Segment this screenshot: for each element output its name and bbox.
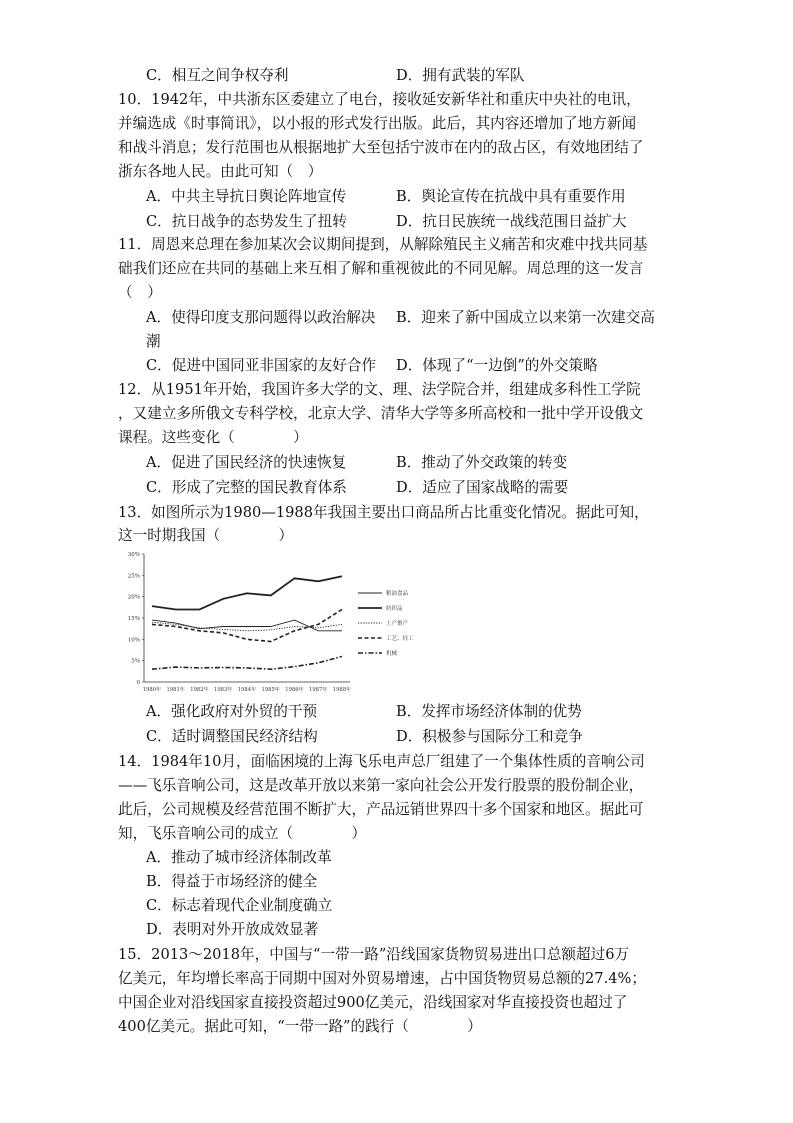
x-tick-label: 1983年 bbox=[214, 687, 233, 693]
export-share-line-chart bbox=[118, 548, 423, 696]
legend-label: 机械 bbox=[386, 651, 398, 657]
legend-label: 纺织品 bbox=[386, 606, 403, 612]
q10-stem-line-3: 和战斗消息；发行范围也从根据地扩大至包括宁波市在内的敌占区，有效地团结了 bbox=[118, 139, 644, 156]
q13-option-c: C．适时调整国民经济结构 bbox=[146, 728, 318, 745]
q11-option-d: D．体现了“一边倒”的外交策略 bbox=[396, 357, 598, 374]
q11-stem-line-2: 础我们还应在共同的基础上来互相了解和重视彼此的不同见解。周总理的这一发言 bbox=[118, 260, 644, 277]
y-tick-label: 5% bbox=[131, 658, 140, 665]
x-tick-label: 1984年 bbox=[237, 687, 257, 693]
q13-stem-line-1: 13．如图所示为1980—1988年我国主要出口商品所占比重变化情况。据此可知， bbox=[118, 504, 649, 521]
q14-option-d: D．表明对外开放成效显著 bbox=[146, 921, 319, 938]
q14-option-c: C．标志着现代企业制度确立 bbox=[146, 897, 333, 914]
y-tick-label: 10% bbox=[127, 637, 140, 644]
q10-stem-line-2: 并编选成《时事简讯》，以小报的形式发行出版。此后，其内容还增加了地方新闻 bbox=[118, 115, 637, 132]
q15-stem-line-1: 15．2013～2018年，中国与“一带一路”沿线国家货物贸易进出口总额超过6万 bbox=[118, 946, 630, 963]
x-tick-label: 1988年 bbox=[332, 687, 352, 693]
q15-stem-line-3: 中国企业对沿线国家直接投资超过900亿美元，沿线国家对华直接投资也超过了 bbox=[118, 994, 628, 1011]
q12-option-a: A．促进了国民经济的快速恢复 bbox=[146, 454, 347, 471]
x-tick-label: 1987年 bbox=[309, 687, 328, 693]
q14-stem-line-2: ——飞乐音响公司，这是改革开放以来第一家向社会公开发行股票的股份制企业， bbox=[118, 777, 644, 794]
q14-stem-line-4: 知，飞乐音响公司的成立（ ） bbox=[118, 825, 367, 842]
q11-stem-line-1: 11．周恩来总理在参加某次会议期间提到，从解除殖民主义痛苦和灾难中找共同基 bbox=[118, 236, 648, 253]
legend-label: 工艺、轻工 bbox=[386, 636, 414, 642]
q12-stem-line-1: 12．从1951年开始，我国许多大学的文、理、法学院合并，组建成多科性工学院 bbox=[118, 381, 641, 398]
q13-option-b: B．发挥市场经济体制的优势 bbox=[396, 703, 582, 720]
x-tick-label: 1986年 bbox=[285, 687, 304, 693]
q15-stem-line-2: 亿美元，年均增长率高于同期中国对外贸易增速，占中国货物贸易总额的27.4%； bbox=[118, 970, 646, 987]
q10-option-a: A．中共主导抗日舆论阵地宣传 bbox=[146, 188, 347, 205]
q11-option-b: B．迎来了新中国成立以来第一次建交高 bbox=[396, 309, 655, 326]
q11-option-b-continued: 潮 bbox=[146, 333, 161, 350]
q13-option-d: D．积极参与国际分工和竞争 bbox=[396, 728, 583, 745]
series-line bbox=[152, 656, 342, 669]
q12-stem-line-3: 课程。这些变化（ ） bbox=[118, 429, 308, 446]
q11-option-c: C．促进中国同亚非国家的友好合作 bbox=[146, 357, 377, 374]
y-tick-label: 0 bbox=[136, 680, 140, 686]
q11-stem-line-3: （ ） bbox=[118, 284, 162, 301]
q12-option-d: D．适应了国家战略的需要 bbox=[396, 479, 569, 496]
legend-label: 粮油食品 bbox=[386, 591, 409, 597]
q14-stem-line-3: 此后，公司规模及经营范围不断扩大，产品远销世界四十多个国家和地区。据此可 bbox=[118, 801, 644, 818]
q10-stem-line-1: 10．1942年，中共浙东区委建立了电台，接收延安新华社和重庆中央社的电讯， bbox=[118, 91, 641, 108]
q11-option-a: A．使得印度支那问题得以政治解决 bbox=[146, 309, 376, 326]
legend-label: 土产畜产 bbox=[386, 621, 409, 627]
q9-option-d: D．拥有武装的军队 bbox=[396, 67, 525, 84]
x-tick-label: 1980年 bbox=[142, 687, 162, 693]
q10-option-d: D．抗日民族统一战线范围日益扩大 bbox=[396, 213, 627, 230]
q10-option-c: C．抗日战争的态势发生了扭转 bbox=[146, 213, 347, 230]
q14-option-b: B．得益于市场经济的健全 bbox=[146, 873, 318, 890]
q12-option-c: C．形成了完整的国民教育体系 bbox=[146, 479, 347, 496]
q13-option-a: A．强化政府对外贸的干预 bbox=[146, 703, 318, 720]
y-tick-label: 30% bbox=[127, 552, 140, 558]
q10-option-b: B．舆论宣传在抗战中具有重要作用 bbox=[396, 188, 626, 205]
x-tick-label: 1982年 bbox=[190, 687, 209, 693]
series-line bbox=[152, 576, 342, 609]
x-tick-label: 1981年 bbox=[166, 687, 185, 693]
y-tick-label: 20% bbox=[127, 594, 140, 601]
q15-stem-line-4: 400亿美元。据此可知，“一带一路”的践行（ ） bbox=[118, 1018, 482, 1035]
q14-option-a: A．推动了城市经济体制改革 bbox=[146, 849, 332, 866]
q12-stem-line-2: ，又建立多所俄文专科学校，北京大学、清华大学等多所高校和一批中学开设俄文 bbox=[118, 405, 644, 422]
q10-stem-line-4: 浙东各地人民。由此可知（ ） bbox=[118, 163, 323, 180]
q9-option-c: C．相互之间争权夺利 bbox=[146, 67, 289, 84]
y-tick-label: 25% bbox=[127, 573, 140, 580]
q12-option-b: B．推动了外交政策的转变 bbox=[396, 454, 568, 471]
y-tick-label: 15% bbox=[127, 616, 140, 622]
q14-stem-line-1: 14．1984年10月，面临困境的上海飞乐电声总厂组建了一个集体性质的音响公司 bbox=[118, 753, 645, 770]
x-tick-label: 1985年 bbox=[261, 687, 280, 693]
q13-stem-line-2: 这一时期我国（ ） bbox=[118, 527, 294, 544]
